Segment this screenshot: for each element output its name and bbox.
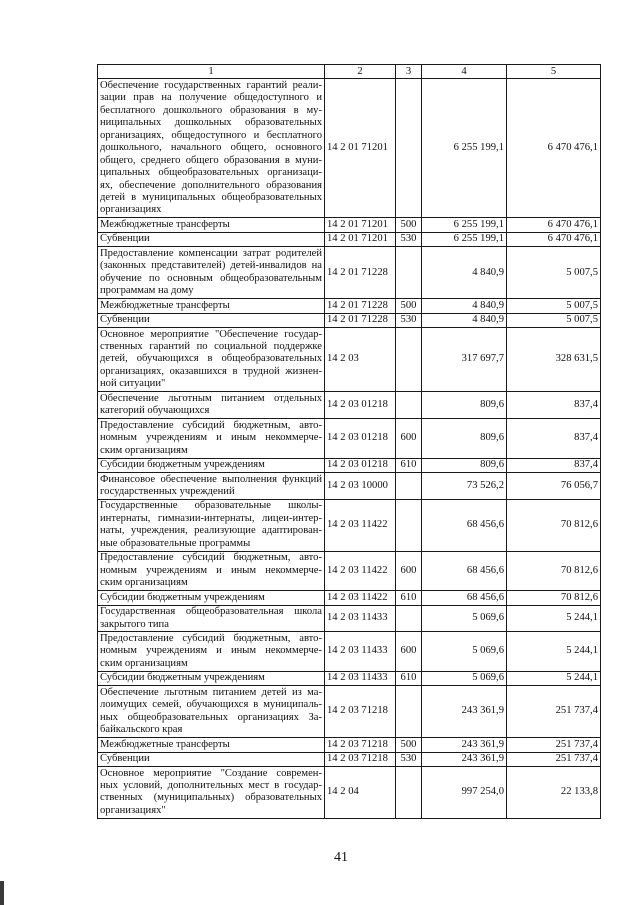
expense-type-code-cell: 610 [396,591,422,605]
header-col-2: 2 [325,65,396,79]
expense-type-code-cell: 500 [396,299,422,313]
amount-col4-cell: 68 456,6 [422,499,507,551]
header-col-4: 4 [422,65,507,79]
expense-name-cell [98,632,325,671]
expense-name-line: организациях [100,204,162,216]
table-row [98,299,601,313]
expense-name-cell [98,551,325,590]
amount-col4-cell: 6 255 199,1 [422,232,507,246]
target-code-cell: 14 2 03 11422 [325,591,396,605]
expense-name-line: ственных (муниципальных) образовательных [100,792,322,804]
expense-name-line: номным учреждениям и иным некоммерче- [100,564,322,576]
expense-name-line: Основное мероприятие "Обеспечение государ- [100,328,322,340]
expense-type-code-cell [396,767,422,819]
amount-col5-cell: 22 133,8 [507,767,601,819]
expense-name-line: зации прав на получение общедоступного и [100,92,322,104]
expense-name-line: дошкольного, начального общего, основного [100,142,322,154]
expense-name-line: ной ситуации" [100,378,166,390]
target-code-cell: 14 2 03 01218 [325,458,396,472]
expense-name-line: государственных учреждений [100,486,235,497]
expense-name-cell [98,671,325,685]
target-code-cell: 14 2 01 71228 [325,313,396,327]
expense-name-line: Предоставление субсидий бюджетным, авто- [100,632,322,644]
table-row [98,767,601,819]
amount-col4-cell: 809,6 [422,419,507,458]
amount-col4-cell: 4 840,9 [422,313,507,327]
expense-type-code-cell: 500 [396,218,422,232]
expense-name-line: Субсидии бюджетным учреждениям [100,672,265,684]
target-code-cell: 14 2 03 71218 [325,738,396,752]
table-row [98,458,601,472]
expense-name-cell [98,299,325,313]
expense-name-line: ных условий, дополнительных мест в государ- [100,779,322,791]
expense-name-line: Финансовое обеспечение выполнения функций [100,473,322,485]
target-code-cell: 14 2 03 11433 [325,632,396,671]
expense-name-line: Обеспечение государственных гарантий реали- [100,79,322,91]
expense-type-code-cell: 610 [396,671,422,685]
target-code-cell: 14 2 03 11422 [325,499,396,551]
amount-col5-cell: 837,4 [507,458,601,472]
expense-name-line: Межбюджетные трансферты [100,299,230,311]
amount-col4-cell: 68 456,6 [422,591,507,605]
expense-name-line: детей, обучающихся в общеобразовательных [100,353,322,365]
amount-col5-cell: 70 812,6 [507,499,601,551]
expense-name-cell [98,591,325,605]
expense-name-line: Субвенции [100,314,150,326]
table-row [98,218,601,232]
amount-col5-cell: 328 631,5 [507,328,601,392]
expense-name-line: ским организациям [100,577,188,589]
amount-col5-cell: 76 056,7 [507,473,601,500]
table-row [98,738,601,752]
expense-type-code-cell [396,79,422,218]
expense-type-code-cell: 530 [396,232,422,246]
target-code-cell: 14 2 01 71201 [325,232,396,246]
table-row [98,671,601,685]
table-row [98,591,601,605]
table-row [98,605,601,632]
expense-name-cell [98,473,325,500]
amount-col4-cell: 6 255 199,1 [422,218,507,232]
expense-name-line: организациях, оказавшихся в трудной жизнен- [100,365,322,377]
expense-name-line: Обеспечение льготным питанием отдельных [100,392,322,404]
expense-name-line: Межбюджетные трансферты [100,738,230,750]
amount-col4-cell: 4 840,9 [422,299,507,313]
expense-type-code-cell [396,686,422,738]
amount-col4-cell: 243 361,9 [422,738,507,752]
expense-name-cell [98,247,325,299]
amount-col5-cell: 5 244,1 [507,605,601,632]
amount-col5-cell: 6 470 476,1 [507,79,601,218]
expense-name-line: организациях, общедоступного и бесплатного [100,129,322,141]
expense-name-cell [98,458,325,472]
expense-type-code-cell [396,605,422,632]
amount-col5-cell: 837,4 [507,392,601,419]
expense-name-cell [98,499,325,551]
amount-col5-cell: 6 470 476,1 [507,218,601,232]
expense-type-code-cell [396,499,422,551]
page-number: 41 [334,850,348,865]
expense-name-line: Субсидии бюджетным учреждениям [100,459,265,471]
target-code-cell: 14 2 03 71218 [325,686,396,738]
expense-name-line: обучение по основным общеобразовательным [100,272,322,284]
amount-col4-cell: 68 456,6 [422,551,507,590]
expense-type-code-cell: 600 [396,419,422,458]
expense-name-cell [98,392,325,419]
header-row [98,65,601,79]
amount-col4-cell: 997 254,0 [422,767,507,819]
table-row [98,551,601,590]
expense-name-cell [98,686,325,738]
expense-type-code-cell: 600 [396,632,422,671]
expense-name-line: ных общеобразовательных организациях За- [100,711,322,723]
amount-col5-cell: 70 812,6 [507,551,601,590]
expense-name-line: номным учреждениям и иным некоммерче- [100,645,322,657]
expense-name-cell [98,218,325,232]
table-row [98,313,601,327]
expense-name-line: Государственная общеобразовательная школа [100,606,322,618]
amount-col5-cell: 837,4 [507,419,601,458]
expense-name-cell [98,419,325,458]
amount-col5-cell: 5 244,1 [507,671,601,685]
table-row [98,79,601,218]
target-code-cell: 14 2 03 11433 [325,671,396,685]
target-code-cell: 14 2 03 71218 [325,752,396,766]
expense-name-line: организациях" [100,804,166,816]
expense-name-cell [98,752,325,766]
budget-table [97,64,601,819]
amount-col4-cell: 73 526,2 [422,473,507,500]
table-header [98,65,601,79]
expense-type-code-cell: 500 [396,738,422,752]
header-col-3: 3 [396,65,422,79]
table-row [98,499,601,551]
target-code-cell: 14 2 03 01218 [325,419,396,458]
expense-type-code-cell [396,328,422,392]
expense-name-line: Предоставление компенсации затрат родителей [100,247,322,259]
amount-col4-cell: 5 069,6 [422,605,507,632]
expense-name-line: общего, среднего общего образования в муни- [100,154,322,166]
amount-col5-cell: 5 007,5 [507,299,601,313]
expense-name-line: закрытого типа [100,618,169,630]
amount-col4-cell: 4 840,9 [422,247,507,299]
target-code-cell: 14 2 01 71228 [325,299,396,313]
table-row [98,473,601,500]
expense-name-line: Государственные образовательные школы- [100,500,322,512]
target-code-cell: 14 2 01 71201 [325,79,396,218]
expense-type-code-cell: 530 [396,313,422,327]
amount-col5-cell: 251 737,4 [507,752,601,766]
amount-col5-cell: 251 737,4 [507,738,601,752]
amount-col4-cell: 317 697,7 [422,328,507,392]
amount-col4-cell: 243 361,9 [422,686,507,738]
expense-name-line: Субвенции [100,753,150,765]
table-row [98,392,601,419]
target-code-cell: 14 2 03 11422 [325,551,396,590]
target-code-cell: 14 2 04 [325,767,396,819]
expense-name-line: категорий обучающихся [100,405,210,417]
table-row [98,232,601,246]
amount-col5-cell: 5 007,5 [507,247,601,299]
table-row [98,419,601,458]
expense-type-code-cell [396,392,422,419]
expense-name-line: программам на дому [100,285,194,297]
expense-type-code-cell: 600 [396,551,422,590]
expense-type-code-cell [396,473,422,500]
expense-name-cell [98,605,325,632]
target-code-cell: 14 2 03 [325,328,396,392]
amount-col5-cell: 6 470 476,1 [507,232,601,246]
scan-edge-mark [0,881,4,905]
expense-name-line: ях, обеспечение дополнительного образования [100,179,322,191]
expense-name-line: наты, учреждения, реализующие адаптирован- [100,525,322,537]
expense-name-line: лоимущих семей, обучающихся в муниципаль- [100,699,322,711]
expense-name-line: ственных гарантий по социальной поддержке [100,341,322,353]
expense-name-line: интернаты, гимназии-интернаты, лицеи-интер- [100,512,322,524]
expense-name-cell [98,232,325,246]
amount-col5-cell: 5 244,1 [507,632,601,671]
amount-col4-cell: 6 255 199,1 [422,79,507,218]
amount-col4-cell: 809,6 [422,392,507,419]
expense-name-cell [98,79,325,218]
expense-name-cell [98,738,325,752]
expense-name-cell [98,328,325,392]
expense-name-line: бесплатного дошкольного образования в му- [100,104,322,116]
table-row [98,686,601,738]
target-code-cell: 14 2 01 71228 [325,247,396,299]
amount-col4-cell: 5 069,6 [422,671,507,685]
expense-name-line: Основное мероприятие "Создание современ- [100,767,322,779]
amount-col4-cell: 5 069,6 [422,632,507,671]
target-code-cell: 14 2 03 01218 [325,392,396,419]
expense-type-code-cell: 530 [396,752,422,766]
expense-name-line: ципальных общеобразовательных организаци- [100,167,322,179]
table-row [98,752,601,766]
amount-col4-cell: 243 361,9 [422,752,507,766]
expense-name-line: Обеспечение льготным питанием детей из ма- [100,686,322,698]
expense-name-line: ниципальных дошкольных образовательных [100,117,322,129]
expense-name-line: ским организациям [100,657,188,669]
expense-name-line: Субвенции [100,233,150,245]
expense-name-line: Предоставление субсидий бюджетным, авто- [100,419,322,431]
header-col-1: 1 [98,65,325,79]
amount-col5-cell: 251 737,4 [507,686,601,738]
table-body [98,79,601,818]
target-code-cell: 14 2 01 71201 [325,218,396,232]
expense-name-line: Предоставление субсидий бюджетным, авто- [100,552,322,564]
amount-col5-cell: 5 007,5 [507,313,601,327]
expense-name-line: ные образовательные программы [100,537,251,549]
expense-name-line: детей в муниципальных общеобразовательных [100,192,322,204]
amount-col5-cell: 70 812,6 [507,591,601,605]
expense-type-code-cell: 610 [396,458,422,472]
expense-name-line: байкальского края [100,724,183,736]
table-row [98,632,601,671]
target-code-cell: 14 2 03 11433 [325,605,396,632]
target-code-cell: 14 2 03 10000 [325,473,396,500]
amount-col4-cell: 809,6 [422,458,507,472]
table-row [98,328,601,392]
expense-name-line: Межбюджетные трансферты [100,218,230,230]
expense-type-code-cell [396,247,422,299]
expense-name-line: (законных представителей) детей-инвалидов на [100,260,322,272]
expense-name-cell [98,313,325,327]
expense-name-cell [98,767,325,819]
expense-name-line: ским организациям [100,444,188,456]
expense-name-line: Субсидии бюджетным учреждениям [100,591,265,603]
header-col-5: 5 [507,65,601,79]
expense-name-line: номным учреждениям и иным некоммерче- [100,432,322,444]
table-row [98,247,601,299]
